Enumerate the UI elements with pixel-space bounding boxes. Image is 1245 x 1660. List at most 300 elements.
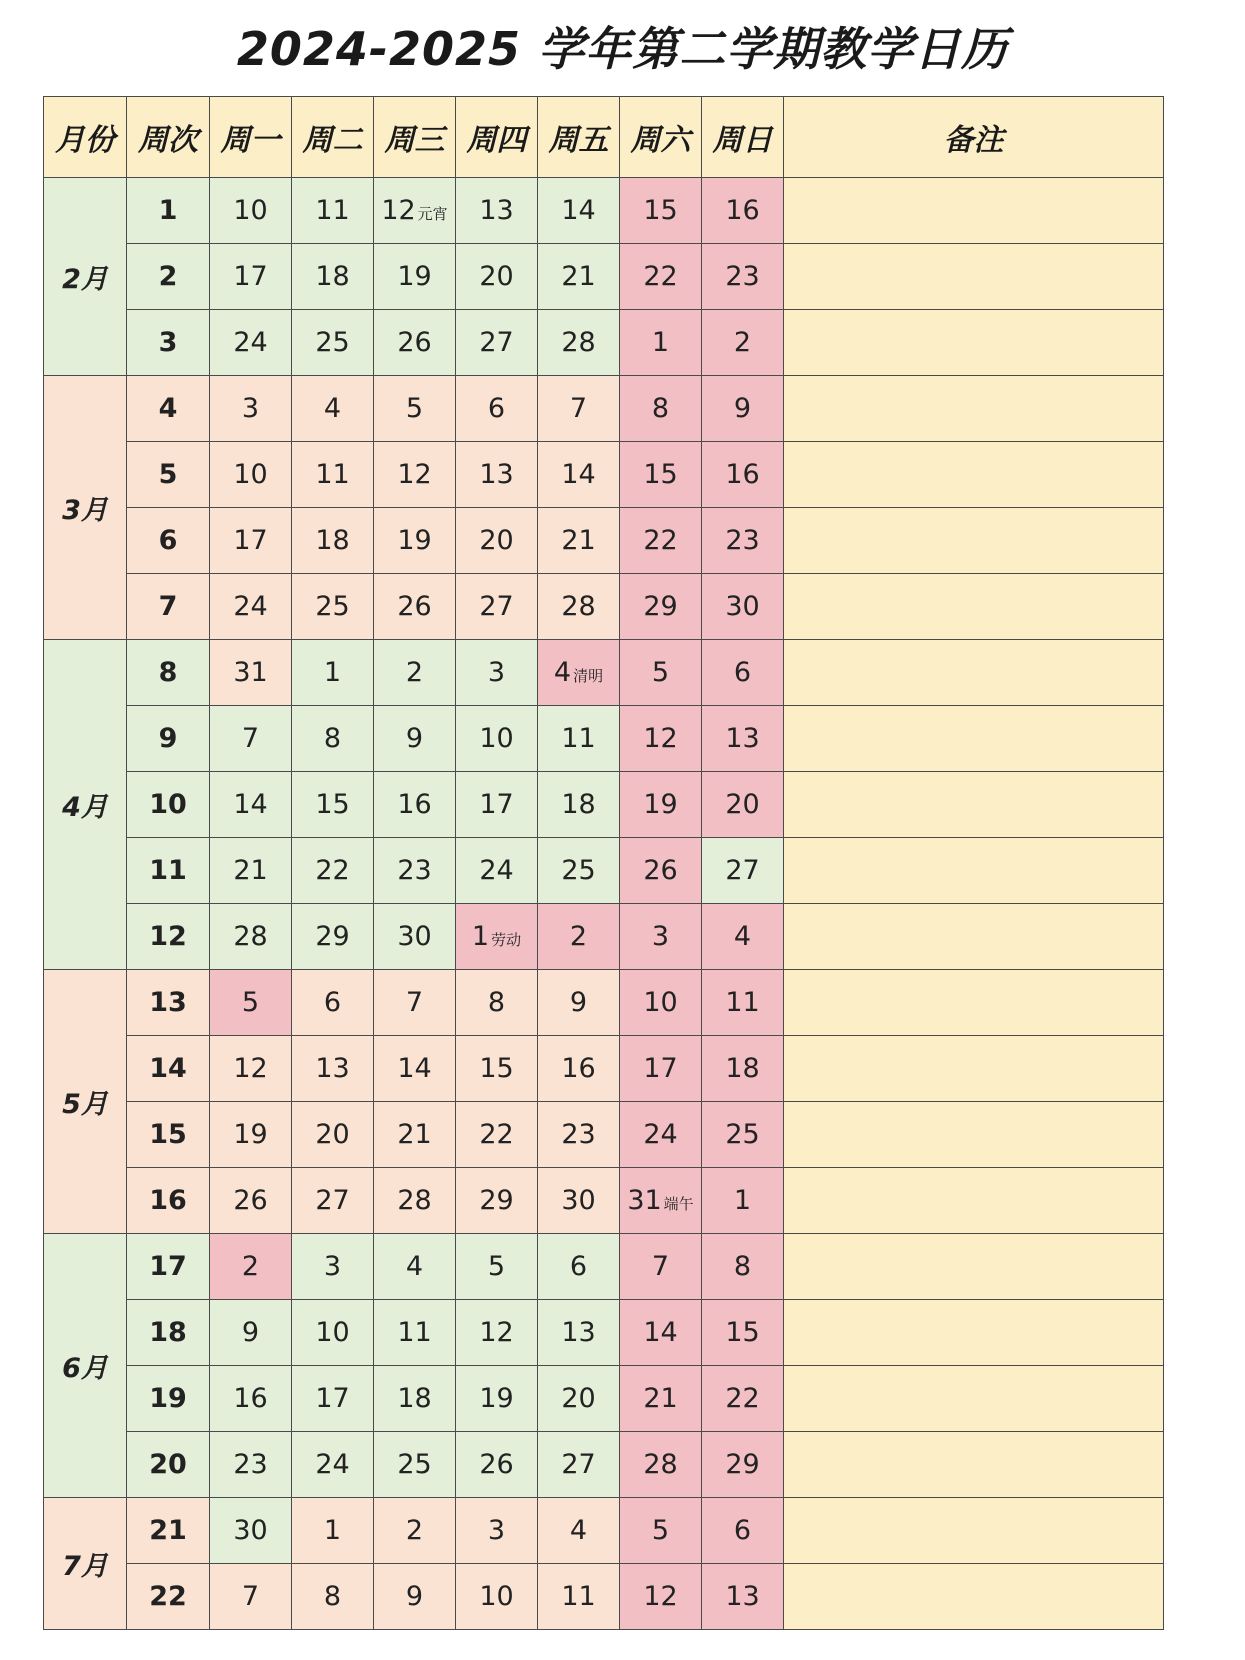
day-number: 27 [725,855,760,886]
day-cell [292,1366,374,1432]
day-number: 24 [233,591,268,622]
week-row [44,1432,1164,1498]
day-cell [374,706,456,772]
day-cell [538,1432,620,1498]
day-number: 8 [323,1581,342,1612]
day-cell [538,772,620,838]
header-notes: 备注 [784,97,1164,178]
day-cell [292,706,374,772]
day-cell [292,838,374,904]
day-cell [374,1498,456,1564]
day-number: 8 [487,987,506,1018]
day-number: 5 [241,987,260,1018]
day-number: 24 [233,327,268,358]
month-label: 7月 [44,1498,127,1630]
day-number: 16 [397,789,432,820]
day-cell [292,1036,374,1102]
day-number: 10 [315,1317,350,1348]
header-month: 月份 [44,97,127,178]
holiday-label: 清明 [573,667,604,685]
day-cell [456,970,538,1036]
day-cell [292,1564,374,1630]
header-tuesday: 周二 [292,97,374,178]
day-number: 7 [405,987,424,1018]
day-number: 22 [643,261,678,292]
day-number: 1 [323,1515,342,1546]
day-cell [538,1036,620,1102]
week-number: 13 [127,970,210,1036]
day-cell [456,1102,538,1168]
day-number: 20 [315,1119,350,1150]
day-number: 24 [315,1449,350,1480]
day-number: 28 [643,1449,678,1480]
day-cell [620,1036,702,1102]
day-cell [210,1498,292,1564]
day-cell [292,178,374,244]
day-number: 25 [315,591,350,622]
day-number: 19 [479,1383,514,1414]
day-number: 2 [241,1251,260,1282]
calendar-body [44,178,1164,1630]
day-cell [538,244,620,310]
notes-cell [784,640,1164,706]
week-row [44,310,1164,376]
day-cell [456,904,538,970]
day-number: 6 [733,1515,752,1546]
holiday-label: 元宵 [417,205,448,223]
day-cell [210,1300,292,1366]
month-label: 3月 [44,376,127,640]
day-cell [456,1234,538,1300]
day-cell [702,640,784,706]
day-cell [374,376,456,442]
day-cell [456,772,538,838]
day-number: 31 [627,1185,662,1216]
day-cell [210,1036,292,1102]
day-cell [456,178,538,244]
day-number: 28 [561,591,596,622]
week-number: 18 [127,1300,210,1366]
day-cell [538,376,620,442]
day-cell [538,838,620,904]
day-number: 10 [479,723,514,754]
header-monday: 周一 [210,97,292,178]
day-cell [210,904,292,970]
day-cell [702,1036,784,1102]
day-cell [538,640,620,706]
day-number: 14 [643,1317,678,1348]
day-number: 14 [561,195,596,226]
week-number: 12 [127,904,210,970]
week-row [44,1102,1164,1168]
day-cell [374,574,456,640]
day-number: 19 [233,1119,268,1150]
day-number: 1 [323,657,342,688]
day-number: 4 [405,1251,424,1282]
header-row [44,97,1164,178]
day-number: 27 [479,327,514,358]
day-number: 2 [405,1515,424,1546]
day-number: 15 [315,789,350,820]
day-number: 6 [323,987,342,1018]
day-cell [456,508,538,574]
header-week: 周次 [127,97,210,178]
day-number: 10 [233,195,268,226]
day-cell [538,970,620,1036]
month-label: 6月 [44,1234,127,1498]
day-number: 21 [643,1383,678,1414]
notes-cell [784,1234,1164,1300]
day-cell [456,376,538,442]
day-cell [620,904,702,970]
day-cell [456,310,538,376]
day-number: 4 [569,1515,588,1546]
day-cell [538,1168,620,1234]
week-number: 6 [127,508,210,574]
day-number: 5 [487,1251,506,1282]
header-friday: 周五 [538,97,620,178]
day-cell [620,640,702,706]
day-cell [620,1168,702,1234]
day-cell [456,706,538,772]
day-number: 18 [725,1053,760,1084]
day-number: 26 [233,1185,268,1216]
day-number: 26 [643,855,678,886]
day-number: 25 [725,1119,760,1150]
day-number: 13 [479,459,514,490]
day-number: 22 [479,1119,514,1150]
day-number: 24 [643,1119,678,1150]
day-number: 30 [725,591,760,622]
day-number: 11 [725,987,760,1018]
day-cell [292,310,374,376]
day-cell [456,1564,538,1630]
day-number: 23 [233,1449,268,1480]
day-cell [538,1366,620,1432]
day-number: 10 [643,987,678,1018]
day-cell [620,1234,702,1300]
day-cell [620,244,702,310]
week-number: 11 [127,838,210,904]
week-number: 14 [127,1036,210,1102]
day-number: 1 [651,327,670,358]
day-number: 12 [643,1581,678,1612]
day-number: 30 [233,1515,268,1546]
day-number: 23 [561,1119,596,1150]
day-cell [620,1366,702,1432]
week-row [44,772,1164,838]
week-row [44,442,1164,508]
day-cell [374,970,456,1036]
day-number: 21 [233,855,268,886]
day-cell [620,706,702,772]
day-cell [210,1432,292,1498]
day-cell [292,1432,374,1498]
day-number: 18 [397,1383,432,1414]
day-cell [620,1564,702,1630]
week-row [44,1234,1164,1300]
day-cell [620,838,702,904]
day-cell [538,706,620,772]
day-cell [292,640,374,706]
day-number: 4 [323,393,342,424]
day-number: 13 [561,1317,596,1348]
day-cell [620,772,702,838]
day-cell [210,310,292,376]
day-cell [538,904,620,970]
week-row [44,178,1164,244]
day-cell [702,574,784,640]
week-number: 1 [127,178,210,244]
day-number: 8 [323,723,342,754]
notes-cell [784,1036,1164,1102]
day-number: 25 [397,1449,432,1480]
notes-cell [784,442,1164,508]
day-number: 4 [553,657,572,688]
day-cell [702,1498,784,1564]
notes-cell [784,904,1164,970]
notes-cell [784,970,1164,1036]
day-cell [374,1564,456,1630]
day-number: 16 [725,459,760,490]
week-row [44,1498,1164,1564]
week-number: 3 [127,310,210,376]
notes-cell [784,1366,1164,1432]
day-cell [702,1168,784,1234]
day-cell [702,838,784,904]
day-number: 23 [725,261,760,292]
day-number: 7 [569,393,588,424]
notes-cell [784,508,1164,574]
day-number: 16 [561,1053,596,1084]
day-cell [292,904,374,970]
notes-cell [784,244,1164,310]
day-number: 6 [487,393,506,424]
day-cell [538,574,620,640]
day-cell [456,1300,538,1366]
day-number: 29 [725,1449,760,1480]
day-number: 17 [315,1383,350,1414]
day-number: 16 [725,195,760,226]
day-number: 21 [561,525,596,556]
day-number: 29 [643,591,678,622]
day-number: 31 [233,657,268,688]
day-cell [456,1432,538,1498]
day-number: 13 [315,1053,350,1084]
day-cell [538,442,620,508]
day-number: 12 [397,459,432,490]
notes-cell [784,1432,1164,1498]
day-number: 9 [733,393,752,424]
day-cell [210,1102,292,1168]
day-number: 12 [479,1317,514,1348]
day-number: 15 [479,1053,514,1084]
day-cell [620,376,702,442]
day-cell [210,178,292,244]
day-cell [292,970,374,1036]
day-cell [210,1168,292,1234]
week-number: 10 [127,772,210,838]
day-cell [702,1366,784,1432]
day-number: 1 [733,1185,752,1216]
day-number: 27 [561,1449,596,1480]
week-row [44,244,1164,310]
header-wednesday: 周三 [374,97,456,178]
day-number: 4 [733,921,752,952]
header-thursday: 周四 [456,97,538,178]
day-cell [456,1036,538,1102]
week-row [44,838,1164,904]
notes-cell [784,706,1164,772]
day-number: 18 [315,525,350,556]
day-number: 20 [561,1383,596,1414]
day-cell [702,1300,784,1366]
day-cell [210,838,292,904]
week-row [44,706,1164,772]
day-cell [702,970,784,1036]
day-cell [374,838,456,904]
day-cell [456,244,538,310]
day-cell [538,178,620,244]
day-cell [292,508,374,574]
day-cell [292,442,374,508]
day-number: 15 [643,459,678,490]
day-cell [538,1564,620,1630]
day-cell [210,376,292,442]
notes-cell [784,1102,1164,1168]
week-number: 5 [127,442,210,508]
day-number: 12 [233,1053,268,1084]
day-cell [702,442,784,508]
week-row [44,1300,1164,1366]
day-cell [620,1300,702,1366]
day-number: 12 [643,723,678,754]
day-number: 26 [479,1449,514,1480]
day-number: 17 [479,789,514,820]
month-label: 2月 [44,178,127,376]
week-number: 8 [127,640,210,706]
week-row [44,508,1164,574]
day-number: 9 [405,1581,424,1612]
week-row [44,970,1164,1036]
day-cell [702,1234,784,1300]
day-number: 11 [315,195,350,226]
day-number: 14 [561,459,596,490]
day-cell [210,1234,292,1300]
notes-cell [784,1564,1164,1630]
day-cell [702,706,784,772]
day-number: 5 [651,657,670,688]
day-number: 10 [233,459,268,490]
day-cell [292,376,374,442]
day-number: 14 [397,1053,432,1084]
day-number: 28 [233,921,268,952]
day-cell [620,508,702,574]
header-sunday: 周日 [702,97,784,178]
notes-cell [784,772,1164,838]
day-cell [292,772,374,838]
day-number: 3 [651,921,670,952]
day-number: 23 [397,855,432,886]
day-cell [620,1498,702,1564]
day-number: 12 [381,195,416,226]
day-number: 22 [643,525,678,556]
day-cell [374,310,456,376]
day-number: 25 [315,327,350,358]
day-number: 7 [241,1581,260,1612]
day-number: 29 [479,1185,514,1216]
day-number: 21 [397,1119,432,1150]
week-row [44,1036,1164,1102]
day-cell [702,904,784,970]
day-number: 8 [651,393,670,424]
day-number: 23 [725,525,760,556]
day-cell [620,970,702,1036]
day-cell [702,244,784,310]
day-number: 13 [725,723,760,754]
day-number: 30 [561,1185,596,1216]
notes-cell [784,1300,1164,1366]
day-number: 3 [323,1251,342,1282]
month-label: 4月 [44,640,127,970]
day-cell [456,1366,538,1432]
notes-cell [784,1498,1164,1564]
day-number: 19 [397,525,432,556]
week-number: 16 [127,1168,210,1234]
day-number: 7 [241,723,260,754]
day-cell [538,310,620,376]
day-cell [210,574,292,640]
week-row [44,904,1164,970]
day-cell [210,706,292,772]
day-number: 20 [479,261,514,292]
page-title: 2024-2025 学年第二学期教学日历 [236,22,1009,76]
week-number: 9 [127,706,210,772]
day-cell [538,1102,620,1168]
day-number: 5 [405,393,424,424]
week-number: 19 [127,1366,210,1432]
day-cell [292,574,374,640]
day-number: 18 [561,789,596,820]
day-number: 11 [315,459,350,490]
week-row [44,1366,1164,1432]
day-cell [702,310,784,376]
notes-cell [784,178,1164,244]
day-number: 10 [479,1581,514,1612]
day-cell [456,1498,538,1564]
day-number: 19 [643,789,678,820]
day-number: 22 [315,855,350,886]
day-number: 7 [651,1251,670,1282]
day-cell [374,904,456,970]
day-cell [538,508,620,574]
day-number: 2 [569,921,588,952]
day-number: 17 [643,1053,678,1084]
day-cell [292,1168,374,1234]
day-cell [538,1498,620,1564]
day-number: 21 [561,261,596,292]
day-cell [374,640,456,706]
day-number: 14 [233,789,268,820]
week-row [44,1168,1164,1234]
day-cell [620,178,702,244]
day-cell [210,442,292,508]
day-cell [374,1300,456,1366]
day-number: 15 [725,1317,760,1348]
calendar-table [43,96,1164,1630]
day-number: 17 [233,525,268,556]
day-cell [292,1234,374,1300]
